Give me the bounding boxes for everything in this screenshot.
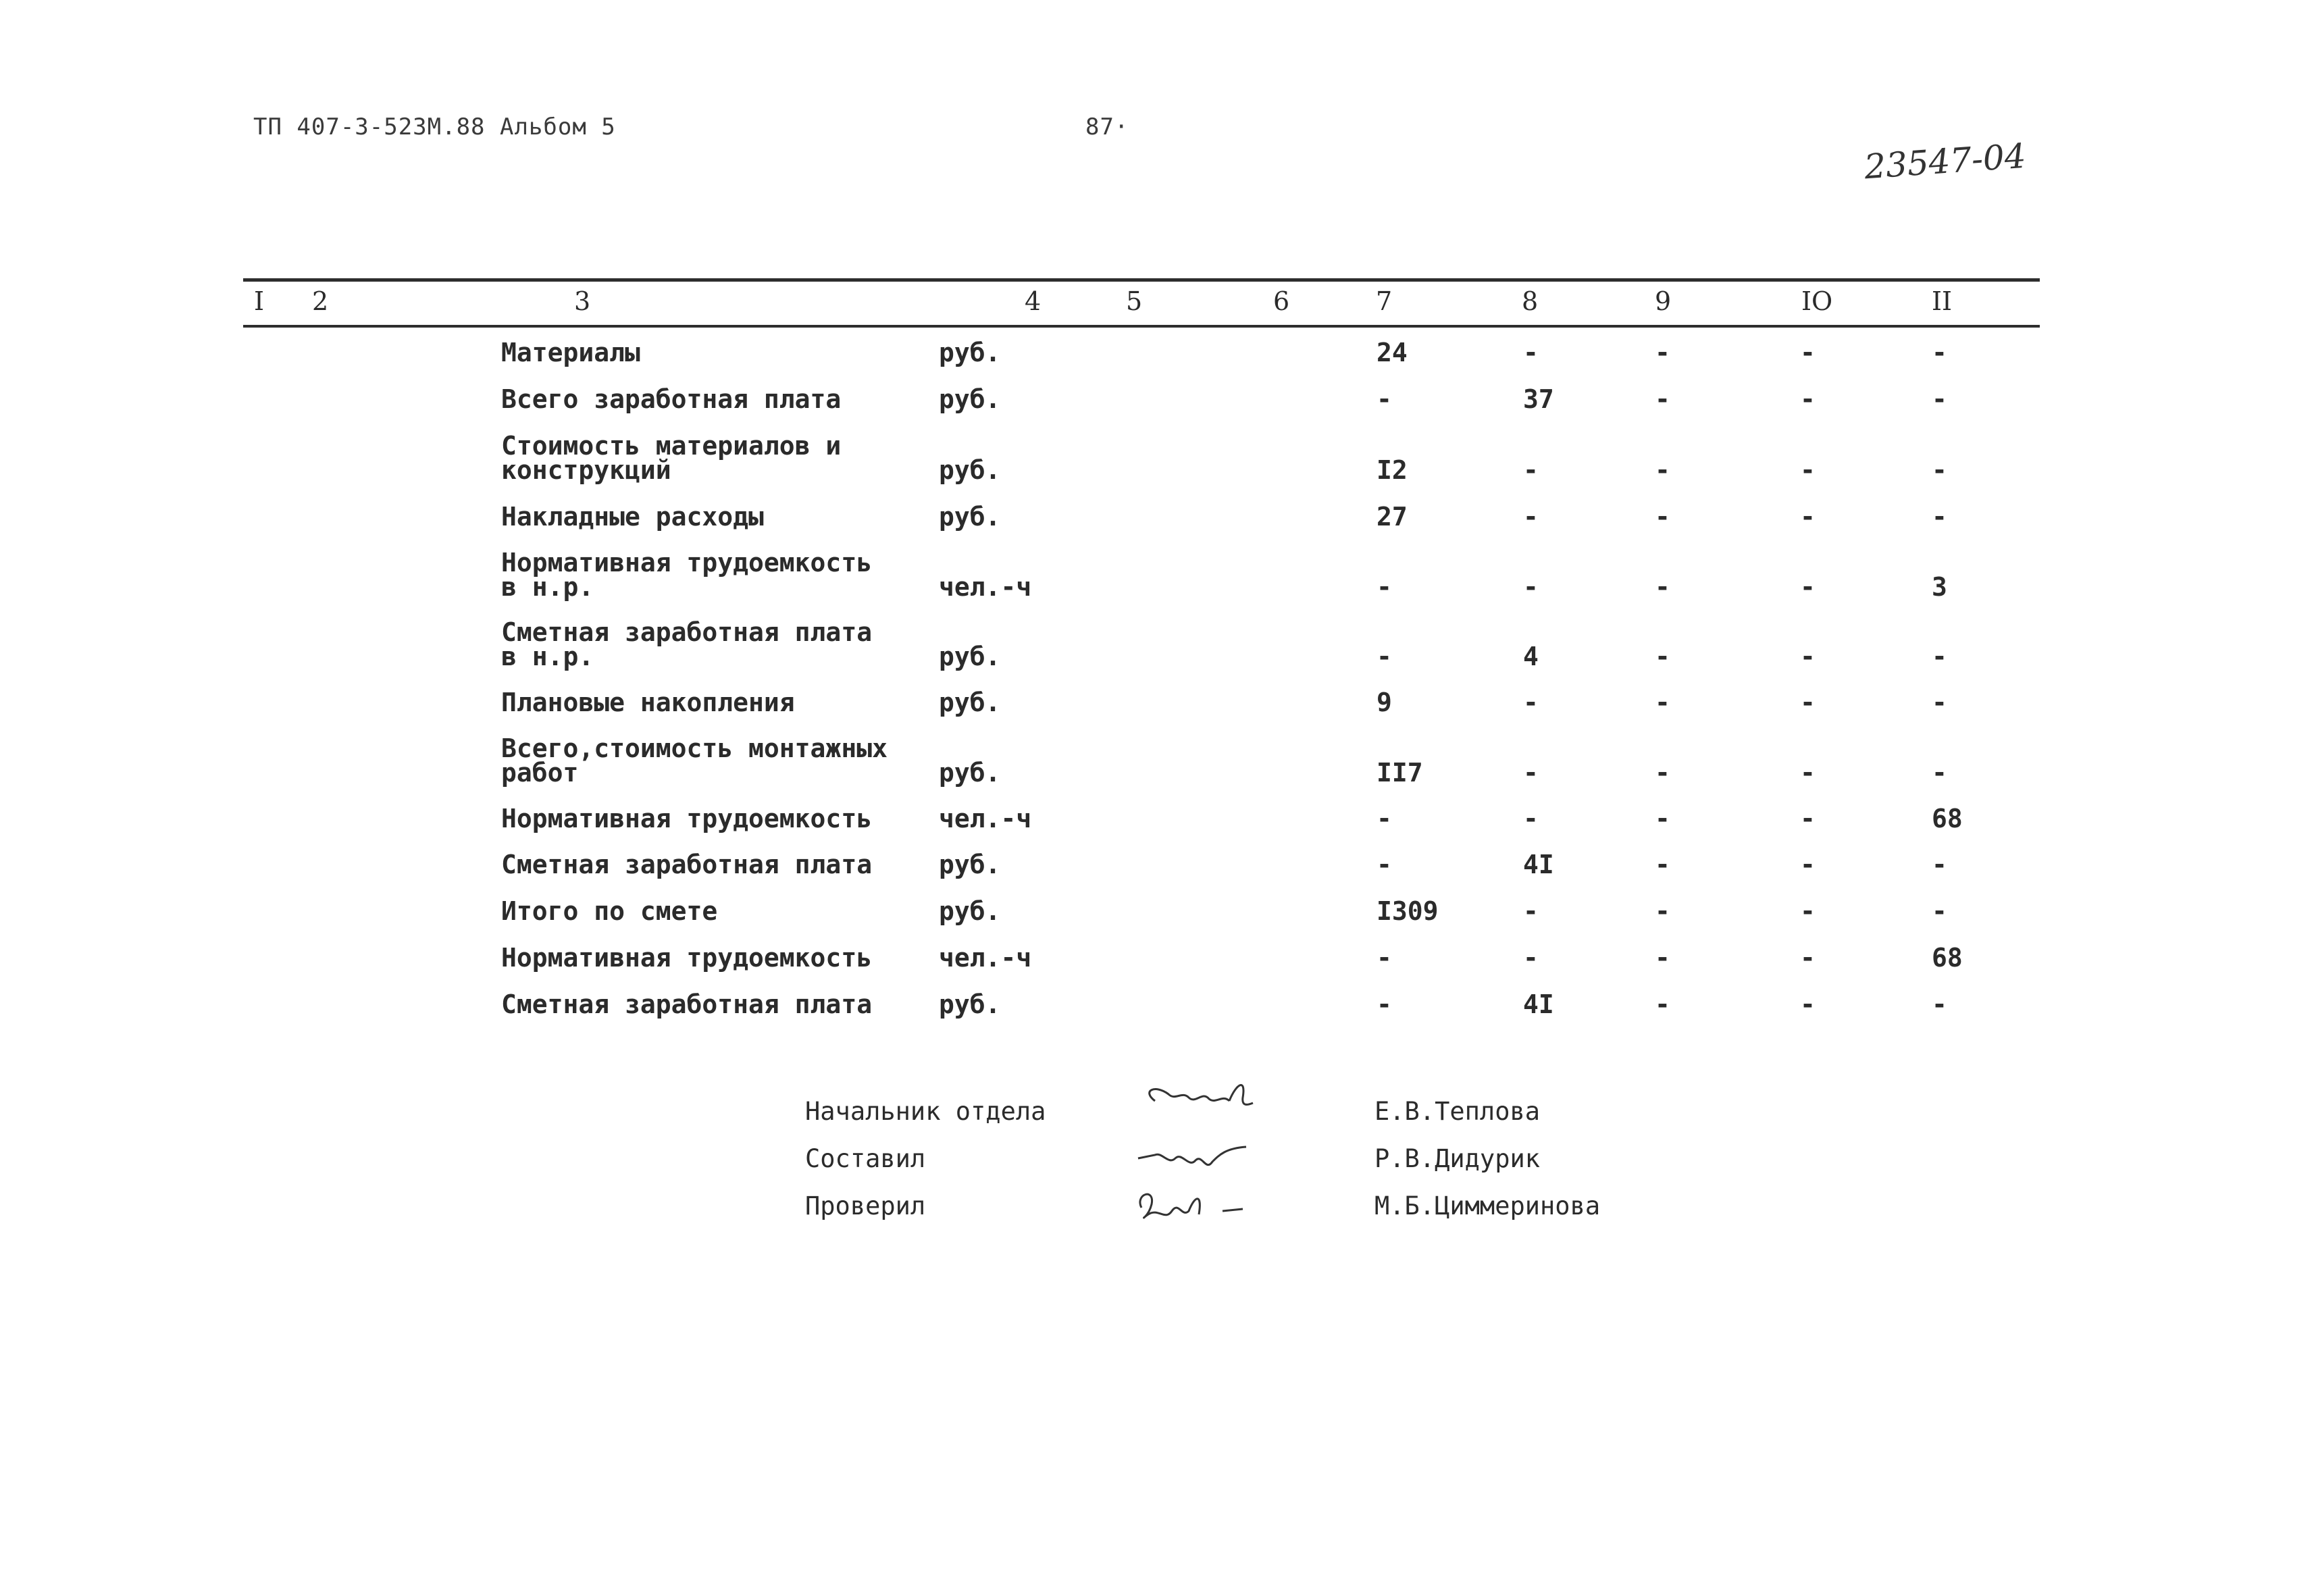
row-name: Нормативная трудоемкость <box>501 804 873 833</box>
signature-role-compiled: Составил <box>805 1144 926 1173</box>
cell-col8: - <box>1523 688 1539 717</box>
row-name: Нормативная трудоемкость <box>501 943 873 973</box>
cell-col11: - <box>1932 896 1947 926</box>
cell-col7: - <box>1377 943 1392 973</box>
cell-col8: - <box>1523 896 1539 926</box>
cell-col9: - <box>1655 943 1670 973</box>
cell-col11: - <box>1932 455 1947 485</box>
signature-name-head: Е.В.Теплова <box>1374 1097 1541 1126</box>
column-header-9: 9 <box>1655 286 1672 316</box>
column-header-3: 3 <box>574 286 591 316</box>
cell-col9: - <box>1655 804 1670 833</box>
cell-col10: - <box>1800 804 1816 833</box>
cell-col11: 68 <box>1932 804 1963 833</box>
cell-col8: 4I <box>1523 850 1554 879</box>
row-unit: руб. <box>939 338 1001 367</box>
cell-col11: - <box>1932 502 1947 532</box>
cell-col10: - <box>1800 850 1816 879</box>
cell-col11: - <box>1932 688 1947 717</box>
handwritten-signature-compiled <box>1128 1135 1263 1182</box>
signature-name-compiled: Р.В.Дидурик <box>1374 1144 1541 1173</box>
column-header-4: 4 <box>1025 286 1042 316</box>
row-name: Итого по смете <box>501 896 718 926</box>
row-unit: чел.-ч <box>939 943 1032 973</box>
column-header-5: 5 <box>1126 286 1143 316</box>
cell-col11: 68 <box>1932 943 1963 973</box>
page-number: 87· <box>1085 113 1129 140</box>
row-unit: руб. <box>939 455 1001 485</box>
cell-col7: - <box>1377 804 1392 833</box>
column-header-6: 6 <box>1273 286 1290 316</box>
cell-col10: - <box>1800 688 1816 717</box>
row-unit: руб. <box>939 989 1001 1019</box>
cell-col10: - <box>1800 502 1816 532</box>
signature-name-checked: М.Б.Циммеринова <box>1374 1191 1601 1220</box>
row-name: Стоимость материалов и конструкций <box>501 431 842 485</box>
handwritten-signature-head <box>1128 1071 1263 1125</box>
row-name: Накладные расходы <box>501 502 764 532</box>
cell-col9: - <box>1655 455 1670 485</box>
column-header-1: I <box>254 286 265 316</box>
signature-role-checked: Проверил <box>805 1191 926 1220</box>
cell-col7: I309 <box>1377 896 1439 926</box>
column-header-2: 2 <box>312 286 329 316</box>
cell-col7: - <box>1377 642 1392 671</box>
handwritten-signature-checked <box>1128 1181 1263 1235</box>
row-unit: руб. <box>939 850 1001 879</box>
cell-col9: - <box>1655 758 1670 788</box>
cell-col8: - <box>1523 455 1539 485</box>
cell-col11: - <box>1932 758 1947 788</box>
cell-col7: II7 <box>1377 758 1423 788</box>
cell-col11: - <box>1932 989 1947 1019</box>
column-header-10: IO <box>1801 286 1833 316</box>
row-name: Всего заработная плата <box>501 384 842 414</box>
row-name: Плановые накопления <box>501 688 795 717</box>
cell-col7: - <box>1377 850 1392 879</box>
cell-col7: 24 <box>1377 338 1408 367</box>
cell-col8: - <box>1523 943 1539 973</box>
cell-col11: - <box>1932 642 1947 671</box>
cell-col11: - <box>1932 338 1947 367</box>
cell-col9: - <box>1655 688 1670 717</box>
cell-col9: - <box>1655 502 1670 532</box>
row-unit: чел.-ч <box>939 572 1032 602</box>
cell-col10: - <box>1800 943 1816 973</box>
cell-col9: - <box>1655 989 1670 1019</box>
row-name: Сметная заработная плата в н.р. <box>501 617 873 671</box>
cell-col9: - <box>1655 850 1670 879</box>
row-unit: руб. <box>939 758 1001 788</box>
cell-col7: - <box>1377 384 1392 414</box>
cell-col10: - <box>1800 338 1816 367</box>
column-header-11: II <box>1932 286 1953 316</box>
cell-col7: - <box>1377 572 1392 602</box>
column-header-8: 8 <box>1522 286 1539 316</box>
row-name: Нормативная трудоемкость в н.р. <box>501 548 873 602</box>
row-unit: чел.-ч <box>939 804 1032 833</box>
cell-col8: 4I <box>1523 989 1554 1019</box>
project-code: ТП 407-3-523М.88 Альбом 5 <box>253 113 616 140</box>
cell-col10: - <box>1800 384 1816 414</box>
cell-col7: I2 <box>1377 455 1408 485</box>
cell-col8: - <box>1523 758 1539 788</box>
row-unit: руб. <box>939 688 1001 717</box>
cell-col11: - <box>1932 850 1947 879</box>
cell-col10: - <box>1800 896 1816 926</box>
cell-col8: - <box>1523 502 1539 532</box>
sheet-number: 23547-04 <box>1863 136 2028 187</box>
row-unit: руб. <box>939 502 1001 532</box>
cell-col9: - <box>1655 572 1670 602</box>
cell-col10: - <box>1800 572 1816 602</box>
row-unit: руб. <box>939 384 1001 414</box>
cell-col8: 37 <box>1523 384 1554 414</box>
cell-col10: - <box>1800 455 1816 485</box>
cell-col11: 3 <box>1932 572 1947 602</box>
cell-col9: - <box>1655 338 1670 367</box>
cell-col10: - <box>1800 989 1816 1019</box>
cell-col10: - <box>1800 642 1816 671</box>
cell-col8: - <box>1523 338 1539 367</box>
cell-col9: - <box>1655 896 1670 926</box>
row-unit: руб. <box>939 642 1001 671</box>
cell-col11: - <box>1932 384 1947 414</box>
row-name: Сметная заработная плата <box>501 989 873 1019</box>
row-name: Всего,стоимость монтажных работ <box>501 733 888 788</box>
cell-col7: - <box>1377 989 1392 1019</box>
signature-role-head: Начальник отдела <box>805 1097 1046 1126</box>
cell-col9: - <box>1655 384 1670 414</box>
cell-col8: - <box>1523 804 1539 833</box>
cell-col7: 27 <box>1377 502 1408 532</box>
row-name: Сметная заработная плата <box>501 850 873 879</box>
cell-col10: - <box>1800 758 1816 788</box>
row-name: Материалы <box>501 338 640 367</box>
column-header-7: 7 <box>1376 286 1393 316</box>
row-unit: руб. <box>939 896 1001 926</box>
cell-col9: - <box>1655 642 1670 671</box>
table-top-rule <box>243 278 2040 282</box>
cell-col8: - <box>1523 572 1539 602</box>
table-header-rule <box>243 325 2040 328</box>
cell-col8: 4 <box>1523 642 1539 671</box>
cell-col7: 9 <box>1377 688 1392 717</box>
